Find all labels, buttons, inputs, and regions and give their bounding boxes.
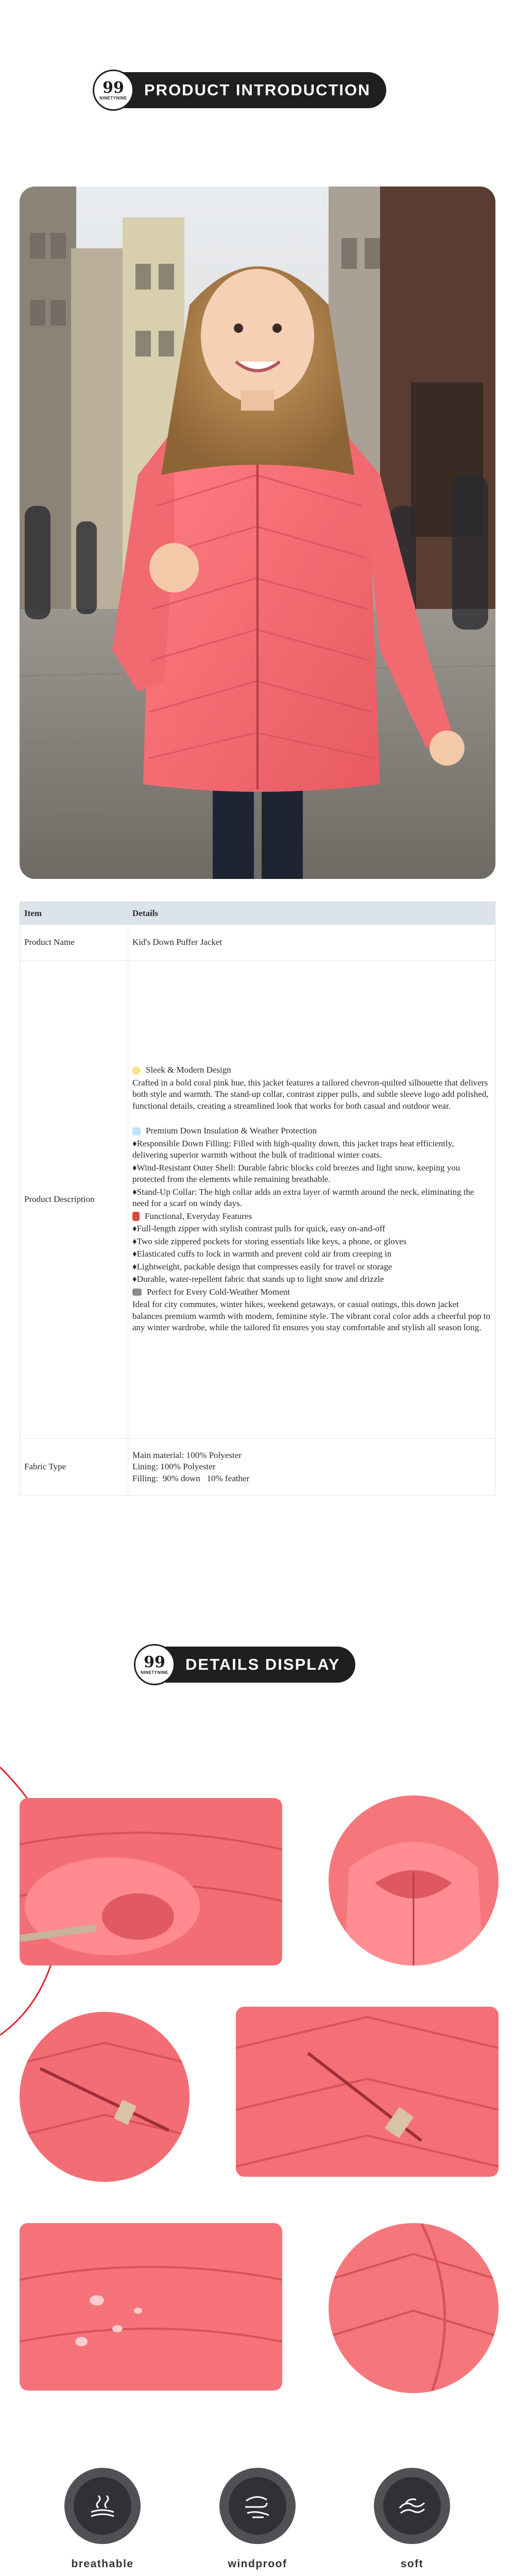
detail-photo-water-repellent (20, 2223, 282, 2391)
detail-photo-zipper-pocket (20, 2012, 190, 2182)
description-paragraph: Ideal for city commutes, winter hikes, weekend getaways, or casual outings, this down jacket balances premium warmth with modern, feminine style. The vibrant coral color adds a cheerful pop to any winter wardrobe, while the tailored fit ensures you stay comfortable and stylish all season long. (132, 1299, 491, 1333)
soft-icon (396, 2489, 428, 2522)
fabric-line: Filling: 90% down 10% feather (132, 1473, 250, 1483)
fabric-line: Lining: 100% Polyester (132, 1462, 216, 1472)
description-bullet: ♦Elasticated cuffs to lock in warmth and prevent cold air from creeping in (132, 1249, 392, 1259)
mountain-icon (132, 1289, 142, 1296)
product-introduction-banner (96, 72, 386, 108)
description-heading (132, 1064, 491, 1076)
brand-logo-text: NINETYNINE (141, 1670, 168, 1675)
brand-logo-text: NINETYNINE (99, 95, 127, 100)
sparkle-icon (132, 1066, 141, 1075)
brand-logo-number: 99 (102, 78, 124, 97)
feature-windproof (201, 2468, 314, 2571)
table-row-key: Product Description (20, 961, 128, 1439)
detail-photo-collar (329, 1795, 499, 1965)
feature-breathable (46, 2468, 159, 2571)
backpack-icon (132, 1212, 140, 1221)
description-bullet: ♦Two side zippered pockets for storing essentials like keys, a phone, or gloves (132, 1236, 407, 1246)
detail-photo-cuff (20, 1798, 282, 1965)
table-row (20, 1439, 495, 1496)
table-header-row (20, 902, 495, 925)
feature-label: breathable (71, 2558, 134, 2570)
description-heading (132, 1211, 491, 1223)
fabric-line: Main material: 100% Polyester (132, 1450, 242, 1460)
table-row-key: Fabric Type (20, 1439, 128, 1496)
brand-logo (134, 1644, 175, 1685)
description-bullet: ♦Stand-Up Collar: The high collar adds an extra layer of warmth around the neck, eliminating the need for a scarf on windy days. (132, 1187, 474, 1209)
table-row-key: Product Name (20, 925, 128, 961)
breathable-icon (87, 2490, 118, 2521)
table-header-item: Item (20, 902, 128, 925)
feature-label: soft (400, 2558, 424, 2570)
description-bullet: ♦Wind-Resistant Outer Shell: Durable fabric blocks cold breezes and light snow, keeping you protected from the elements while remaining breathable. (132, 1162, 460, 1184)
section-title: DETAILS DISPLAY (185, 1655, 340, 1673)
feature-label: windproof (228, 2558, 287, 2570)
hero-product-photo (20, 187, 495, 879)
description-bullet: ♦Full-length zipper with stylish contrast pulls for quick, easy on-and-off (132, 1224, 385, 1234)
table-header-details: Details (128, 902, 495, 925)
table-row (20, 925, 495, 961)
table-row (20, 961, 495, 1439)
brand-logo (93, 70, 134, 111)
snowflake-icon (132, 1127, 141, 1136)
functional-heading: Functional, Everyday Features (145, 1211, 252, 1221)
details-display-banner (137, 1647, 355, 1683)
description-heading (132, 1125, 491, 1137)
table-row-value: Kid's Down Puffer Jacket (128, 925, 495, 961)
feature-soft (355, 2468, 469, 2571)
insulation-heading: Premium Down Insulation & Weather Protection (146, 1126, 317, 1136)
description-bullet: ♦Durable, water-repellent fabric that stands up to light snow and drizzle (132, 1274, 384, 1284)
sleek-heading: Sleek & Modern Design (146, 1065, 231, 1075)
description-paragraph: Crafted in a bold coral pink hue, this jacket features a tailored chevron-quilted silhouette that delivers both style and warmth. The stand-up collar, contrast zipper pulls, and subtle sleeve logo add polished, functional details, creating a streamlined look that works for both casual and outdoor wear. (132, 1077, 489, 1111)
brand-logo-number: 99 (144, 1653, 165, 1671)
description-heading (132, 1286, 491, 1298)
section-title: PRODUCT INTRODUCTION (144, 81, 371, 99)
detail-photo-shoulder (329, 2223, 499, 2393)
detail-photo-side-pocket (236, 2007, 499, 2177)
windproof-icon (241, 2489, 274, 2522)
perfect-heading: Perfect for Every Cold-Weather Moment (147, 1286, 290, 1297)
product-description-cell (128, 961, 495, 1439)
description-bullet: ♦Lightweight, packable design that compresses easily for travel or storage (132, 1261, 392, 1272)
fabric-type-cell (128, 1439, 495, 1496)
description-bullet: ♦Responsible Down Filling: Filled with high-quality down, this jacket traps heat efficiently, delivering superior warmth without the bulk of traditional winter coats. (132, 1138, 454, 1160)
product-spec-table (20, 902, 495, 1496)
